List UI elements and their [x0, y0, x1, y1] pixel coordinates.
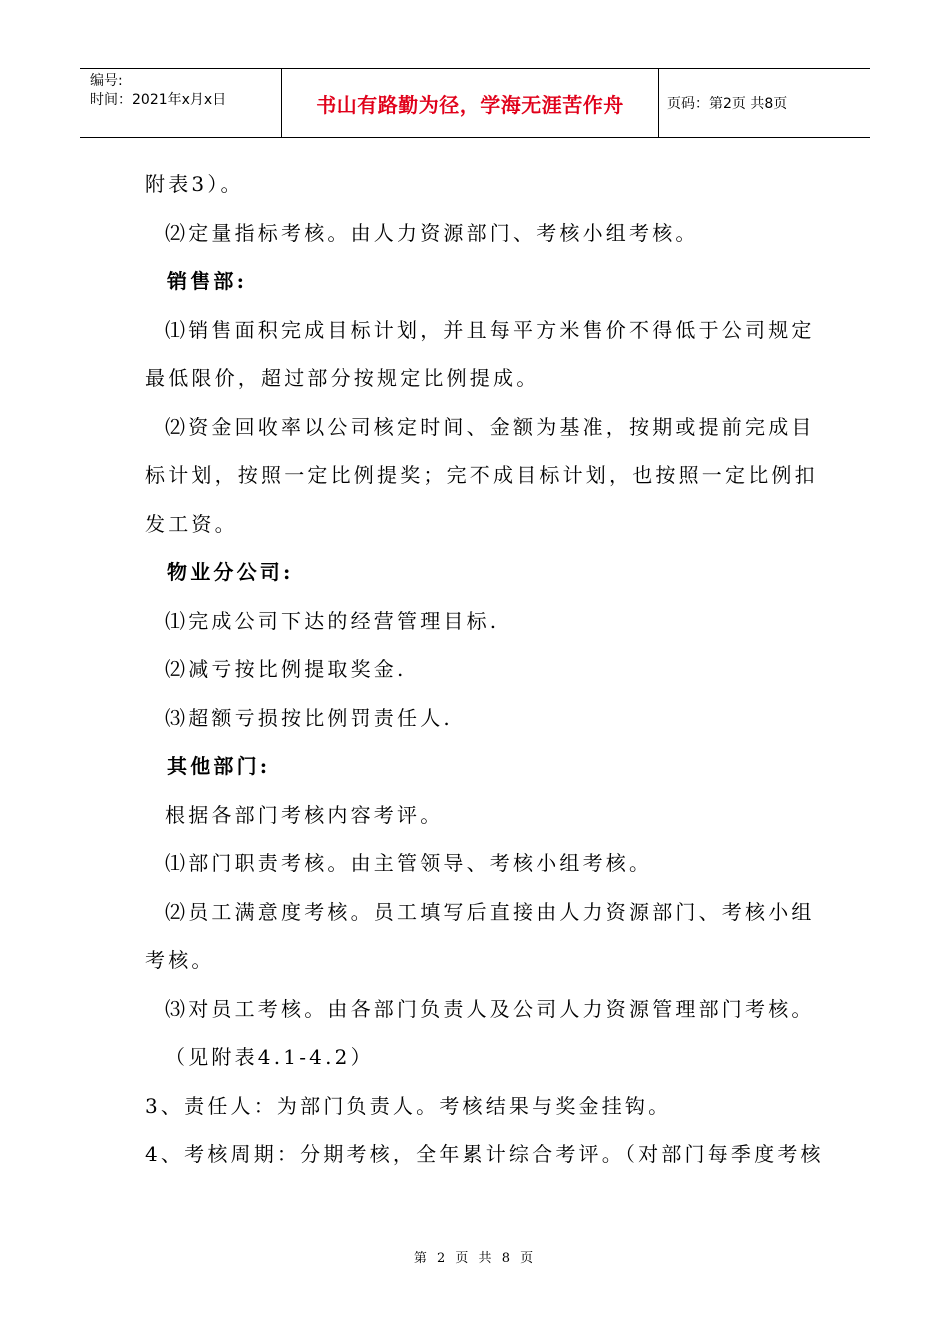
- text-line: 4、考核周期：分期考核，全年累计综合考评。（对部门每季度考核: [145, 1142, 824, 1166]
- text-line: ⑵定量指标考核。由人力资源部门、考核小组考核。: [165, 220, 699, 245]
- document-body: [145, 160, 824, 1179]
- document-number-label: 编号:: [90, 73, 123, 89]
- text-line: （见附表4.1-4.2）: [165, 1045, 374, 1069]
- section-heading-other: 其他部门:: [167, 754, 271, 778]
- header-motto: 书山有路勤为径，学海无涯苦作舟: [282, 69, 659, 137]
- page-header: [80, 68, 870, 138]
- document-date: 时间：2021年x月x日: [90, 92, 227, 108]
- text-line: ⑶超额亏损按比例罚责任人.: [165, 705, 453, 730]
- header-page-info: 页码：第2页 共8页: [667, 96, 788, 112]
- page-footer: 第 2 页 共 8 页: [413, 1251, 537, 1266]
- text-line: ⑴完成公司下达的经营管理目标.: [165, 608, 500, 633]
- text-line: ⑵资金回收率以公司核定时间、金额为基准，按期或提前完成目: [165, 414, 815, 439]
- section-heading-sales: 销售部:: [167, 269, 248, 293]
- text-line: 最低限价，超过部分按规定比例提成。: [145, 366, 540, 390]
- header-meta: [80, 69, 282, 137]
- section-heading-property: 物业分公司:: [167, 560, 294, 584]
- text-line: ⑴部门职责考核。由主管领导、考核小组考核。: [165, 851, 653, 875]
- text-line: 根据各部门考核内容考评。: [165, 802, 444, 827]
- text-line: 3、责任人：为部门负责人。考核结果与奖金挂钩。: [145, 1093, 672, 1118]
- text-line: ⑶对员工考核。由各部门负责人及公司人力资源管理部门考核。: [165, 996, 815, 1021]
- text-line: ⑵员工满意度考核。员工填写后直接由人力资源部门、考核小组: [165, 899, 815, 924]
- text-line: 附表3）。: [145, 172, 244, 196]
- text-line: 考核。: [145, 948, 215, 972]
- text-line: 发工资。: [145, 511, 238, 536]
- text-line: ⑵减亏按比例提取奖金.: [165, 657, 407, 681]
- text-line: 标计划，按照一定比例提奖；完不成目标计划，也按照一定比例扣: [145, 463, 818, 487]
- text-line: ⑴销售面积完成目标计划，并且每平方米售价不得低于公司规定: [165, 317, 815, 342]
